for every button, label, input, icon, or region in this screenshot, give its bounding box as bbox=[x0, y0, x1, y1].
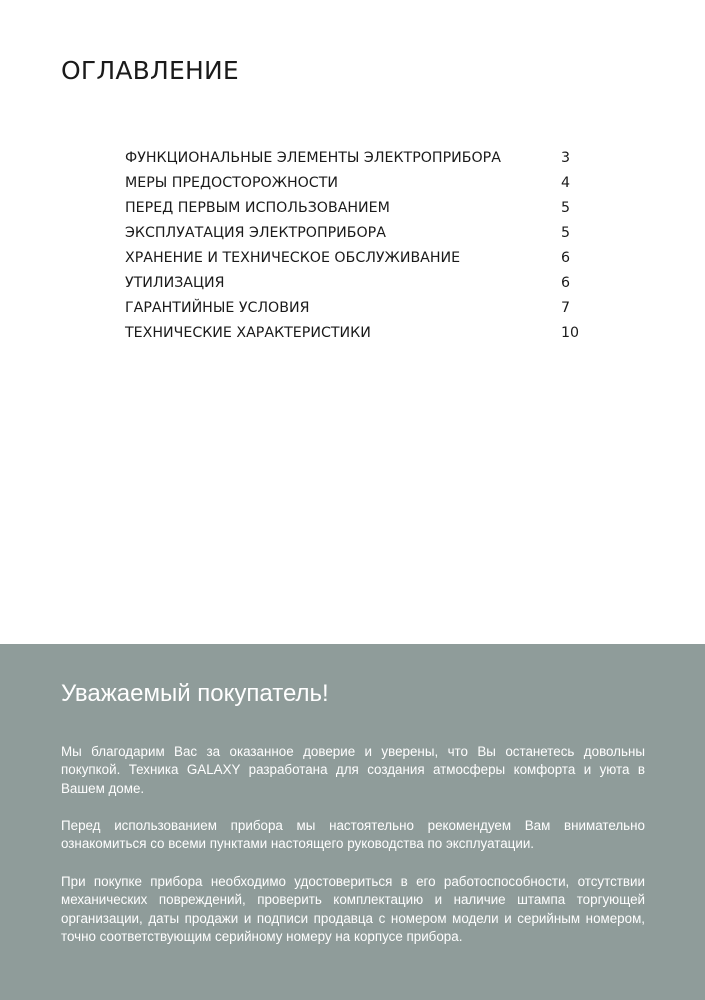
toc-item-label: ЭКСПЛУАТАЦИЯ ЭЛЕКТРОПРИБОРА bbox=[125, 224, 386, 241]
toc-item[interactable] bbox=[125, 245, 595, 270]
toc-item-label: ГАРАНТИЙНЫЕ УСЛОВИЯ bbox=[125, 299, 310, 316]
intro-paragraph: Перед использованием прибора мы настоятельно рекомендуем Вам внимательно ознакомиться со всеми пунктами настоящего руководства по эксплуатации. bbox=[61, 818, 645, 852]
toc-item[interactable] bbox=[125, 270, 595, 295]
toc-item-label: ПЕРЕД ПЕРВЫМ ИСПОЛЬЗОВАНИЕМ bbox=[125, 199, 390, 216]
toc-item[interactable] bbox=[125, 295, 595, 320]
toc-item-page: 7 bbox=[561, 299, 571, 316]
toc-item-label: ХРАНЕНИЕ И ТЕХНИЧЕСКОЕ ОБСЛУЖИВАНИЕ bbox=[125, 249, 461, 266]
table-of-contents bbox=[125, 145, 595, 345]
toc-item-page: 3 bbox=[561, 149, 571, 166]
intro-paragraph: Мы благодарим Вас за оказанное доверие и уверены, что Вы останетесь довольны покупкой. Техника GALAXY разработана для создания атмосферы комфорта и уюта в Вашем доме. bbox=[61, 744, 645, 796]
toc-item[interactable] bbox=[125, 170, 595, 195]
toc-item-label: УТИЛИЗАЦИЯ bbox=[125, 274, 225, 291]
greeting-heading: Уважаемый покупатель! bbox=[61, 680, 329, 707]
toc-item[interactable] bbox=[125, 195, 595, 220]
toc-item[interactable] bbox=[125, 145, 595, 170]
toc-item-page: 10 bbox=[561, 324, 580, 341]
toc-item-label: МЕРЫ ПРЕДОСТОРОЖНОСТИ bbox=[125, 174, 338, 191]
toc-item[interactable] bbox=[125, 220, 595, 245]
toc-item-label: ФУНКЦИОНАЛЬНЫЕ ЭЛЕМЕНТЫ ЭЛЕКТРОПРИБОРА bbox=[125, 149, 501, 166]
toc-item-label: ТЕХНИЧЕСКИЕ ХАРАКТЕРИСТИКИ bbox=[125, 324, 371, 341]
toc-item-page: 5 bbox=[561, 224, 571, 241]
toc-item-page: 6 bbox=[561, 274, 571, 291]
intro-paragraph: При покупке прибора необходимо удостовериться в его работоспособности, отсутствии механических повреждений, проверить комплектацию и наличие штампа торгующей организации, даты продажи и подписи продавца с номером модели и серийным номером, точно соответствующим серийному номеру на корпусе прибора. bbox=[61, 874, 645, 944]
toc-item-page: 6 bbox=[561, 249, 571, 266]
toc-item-page: 4 bbox=[561, 174, 571, 191]
toc-item[interactable] bbox=[125, 320, 595, 345]
toc-item-page: 5 bbox=[561, 199, 571, 216]
toc-title: ОГЛАВЛЕНИЕ bbox=[61, 56, 239, 85]
